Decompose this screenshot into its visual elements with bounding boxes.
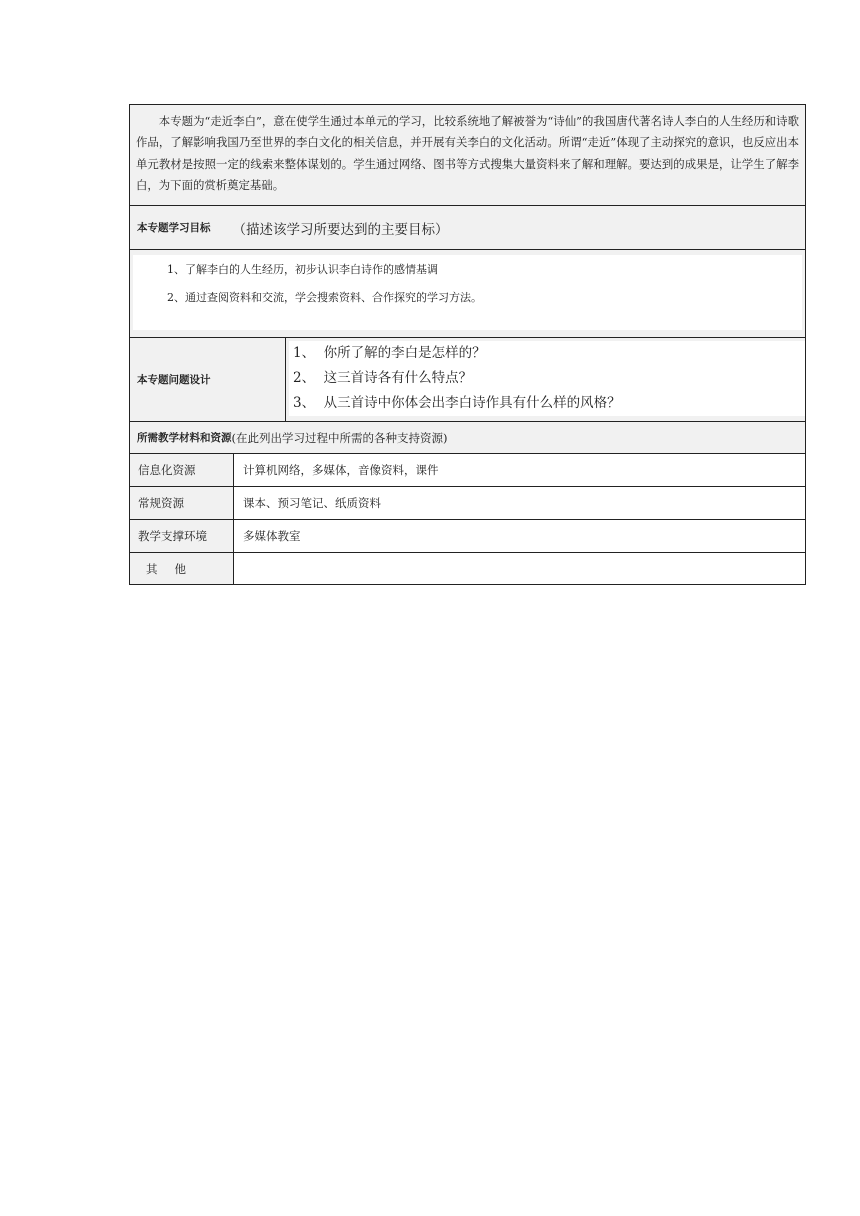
resource-label: 教学支撑环境 — [130, 520, 234, 552]
resource-value: 多媒体教室 — [234, 520, 805, 552]
question-item: 1、 你所了解的李白是怎样的？ — [293, 345, 486, 361]
questions-section — [130, 337, 805, 421]
goals-content — [130, 249, 805, 337]
resource-label: 信息化资源 — [130, 454, 234, 486]
questions-list-cell — [286, 338, 805, 421]
resource-value: 课本、预习笔记、纸质资料 — [234, 487, 805, 519]
goals-note: （描述该学习所要达到的主要目标） — [232, 221, 449, 238]
goals-header — [130, 205, 805, 249]
questions-label-cell — [130, 338, 286, 421]
resources-note: (在此列出学习过程中所需的各种支持资源) — [231, 430, 448, 445]
resource-value: 计算机网络，多媒体，音像资料，课件 — [234, 454, 805, 486]
goal-item: 2、通过查阅资料和交流，学会搜索资料、合作探究的学习方法。 — [167, 291, 482, 304]
goals-label: 本专题学习目标 — [137, 222, 211, 234]
resource-row-regular — [130, 486, 805, 519]
resource-row-environment — [130, 519, 805, 552]
questions-list — [289, 341, 805, 416]
intro-paragraph: 本专题为“走近李白”，意在使学生通过本单元的学习，比较系统地了解被誉为“诗仙”的我国唐代著名诗人李白的人生经历和诗歌作品，了解影响我国乃至世界的李白文化的相关信息，并开展有关李白的文化活动。所谓“走近”体现了主动探究的意识，也反应出本单元教材是按照一定的线索来整体谋划的。学生通过网络、图书等方式搜集大量资料来了解和理解。要达到的成果是，让学生了解李白，为下面的赏析奠定基础。 — [130, 105, 805, 205]
resources-header — [130, 421, 805, 453]
resource-row-other — [130, 552, 805, 584]
question-item: 3、 从三首诗中你体会出李白诗作具有什么样的风格？ — [293, 395, 621, 411]
resource-value — [234, 553, 805, 584]
goals-list — [133, 255, 802, 330]
resource-row-info — [130, 453, 805, 486]
resource-label: 其他 — [130, 553, 234, 584]
question-item: 2、 这三首诗各有什么特点？ — [293, 370, 473, 386]
lesson-plan-table — [129, 104, 806, 585]
questions-label: 本专题问题设计 — [137, 374, 211, 386]
resource-label: 常规资源 — [130, 487, 234, 519]
resources-label: 所需教学材料和资源 — [137, 432, 232, 444]
goal-item: 1、了解李白的人生经历，初步认识李白诗作的感情基调 — [167, 263, 438, 276]
